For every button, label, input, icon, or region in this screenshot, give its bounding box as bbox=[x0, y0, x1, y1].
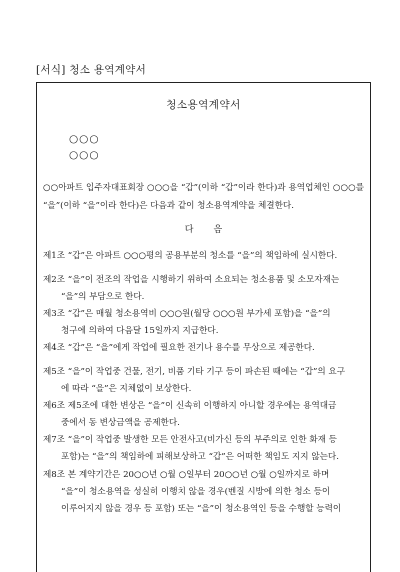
party-name-2: ○○○ bbox=[69, 149, 100, 161]
article-7-line-1: 제7조 “을”이 작업중 발생한 모든 안전사고(비가신 등의 부주의로 인한 화재 등 bbox=[43, 435, 337, 445]
intro-paragraph: ○○아파트 입주자대표회장 ○○○을 “갑”(이하 “갑”이라 한다)과 용역업체인 ○○○를 “을”(이하 “을”이라 한다)은 다음과 같이 청소용역계약을 체결한다. bbox=[43, 183, 364, 211]
article-8-line-1: 제8조 본 계약기간은 20○○년 ○월 ○일부터 20○○년 ○월 ○일까지로 하며 bbox=[43, 470, 330, 480]
section-heading-char-1: 다 bbox=[184, 225, 194, 235]
article-5 bbox=[43, 364, 364, 398]
article-4-line-1: 제4조 “갑”은 “을”에게 작업에 필요한 전기나 용수를 무상으로 제공한다. bbox=[43, 343, 315, 353]
article-3 bbox=[43, 306, 364, 340]
document-title: 청소용역계약서 bbox=[166, 99, 241, 111]
contract-document bbox=[36, 82, 371, 572]
article-6-line-1: 제6조 제5조에 대한 변상은 “을”이 신속히 이행하지 아니할 경우에는 용역대금 bbox=[43, 401, 337, 411]
article-3-line-1: 제3조 “갑”은 매월 청소용역비 ○○○원(월당 ○○○원 부가세 포함)을 “을”의 bbox=[43, 309, 331, 319]
article-5-line-2: 에 따라 “을”은 지체없이 보상한다. bbox=[61, 384, 192, 394]
article-1 bbox=[43, 248, 364, 265]
section-heading bbox=[37, 222, 370, 235]
article-4 bbox=[43, 340, 364, 357]
article-8 bbox=[43, 467, 364, 518]
article-2-line-1: 제2조 “을”이 전조의 작업을 시행하기 위하여 소요되는 청소용품 및 소모자재는 bbox=[43, 275, 340, 285]
article-3-line-2: 청구에 의하여 다음달 15일까지 지급한다. bbox=[61, 326, 219, 336]
article-6 bbox=[43, 398, 364, 432]
article-2 bbox=[43, 272, 364, 306]
article-7 bbox=[43, 432, 364, 466]
article-7-line-2: 포함)는 “을”의 책임하에 피해보상하고 “갑”은 어떠한 책임도 지지 않는다. bbox=[61, 452, 339, 462]
article-6-line-2: 중에서 동 변상금액을 공제한다. bbox=[61, 418, 180, 428]
section-heading-char-2: 음 bbox=[213, 225, 223, 235]
article-8-line-2: “을”이 청소용역을 성실히 이행치 않을 경우(벤질 시방에 의한 청소 등이 bbox=[61, 487, 331, 497]
article-8-line-3: 이루어지지 않을 경우 등 포함) 또는 “을”이 청소용역인 등을 수행할 능력이 bbox=[61, 504, 342, 514]
article-2-line-2: “을”의 부담으로 한다. bbox=[61, 292, 145, 302]
article-1-line-1: 제1조 “갑”은 아파트 ○○○평의 공용부분의 청소를 “을”의 책임하에 실시한다. bbox=[43, 251, 338, 261]
form-label: [서식] 청소 용역계약서 bbox=[36, 64, 147, 76]
article-5-line-1: 제5조 “을”이 작업중 건물, 전기, 비품 기타 기구 등이 파손된 때에는 “갑”의 요구 bbox=[43, 367, 346, 377]
party-name-1: ○○○ bbox=[69, 133, 100, 145]
